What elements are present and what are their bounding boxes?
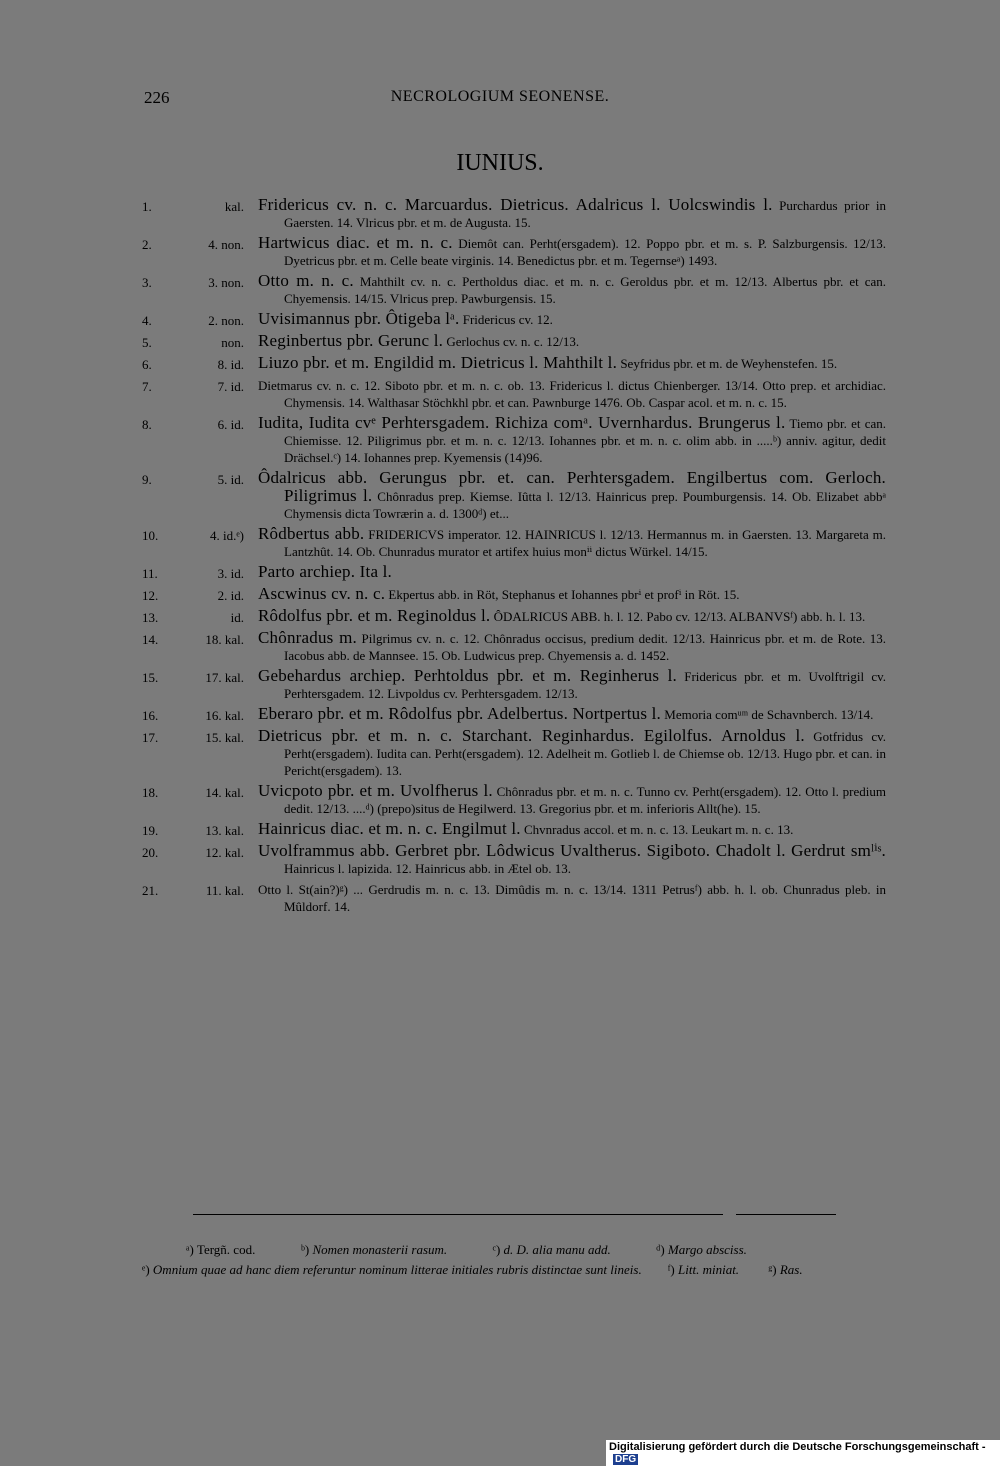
entry-text — [258, 525, 886, 560]
entry-later-additions: Pilgrimus cv. n. c. 12. Chônradus occisus, predium dedit. 12/13. Hainricus pbr. et m. de Rote. 13. Iacobus abb. de Mannsee. 15. Ob. Ludwicus prep. Chyemensis a. d. 1452. — [284, 631, 886, 663]
footnote: ᶠ) Litt. miniat. — [667, 1262, 740, 1277]
day-number: 6. — [142, 357, 152, 372]
necrology-entries — [142, 196, 886, 918]
roman-date: 17. kal. — [205, 670, 244, 685]
running-title: NECROLOGIUM SEONENSE. — [390, 88, 610, 105]
entry-text — [258, 234, 886, 269]
footnote-rule-right — [736, 1214, 836, 1215]
entry-later-additions: Fridericus pbr. et m. Uvolftrigil cv. Perhtersgadem. 12. Livpoldus cv. Perhtersgadem. 12/13. — [284, 669, 887, 701]
entry-later-additions: Seyfridus pbr. et m. de Weyhenstefen. 15. — [620, 356, 838, 371]
roman-date: 8. id. — [217, 357, 244, 372]
entry-later-additions: Otto l. St(ain?)ᵍ) ... Gerdrudis m. n. c. 13. Dimûdis m. n. c. 13/14. 1311 Petrusᶠ) abb. h. l. ob. Chunradus pleb. in Mûldorf. 14. — [258, 882, 886, 914]
footnote: ᵇ) Nomen monasterii rasum. — [300, 1242, 448, 1257]
roman-date: 6. id. — [217, 417, 244, 432]
entry-main-names: Uvisimannus pbr. Ôtigeba lᵃ. — [258, 309, 460, 328]
entry-row — [142, 196, 886, 231]
entry-later-additions: Dietmarus cv. n. c. 12. Siboto pbr. et m. n. c. ob. 13. Fridericus l. dictus Chienberger. 13/14. Otto prep. et archidiac. Chymensis. 14. Walthasar Stöchkhl pbr. et can. Pawnburge 1476. Ob. Caspar acol. et m. n. c. 15. — [258, 378, 886, 410]
entry-main-names: Rôdolfus pbr. et m. Reginoldus l. — [258, 606, 491, 625]
entry-main-names: Chônradus m. — [258, 628, 358, 647]
day-number: 4. — [142, 313, 152, 328]
digitization-credit: Digitalisierung gefördert durch die Deutsche Forschungsgemeinschaft -DFG — [606, 1440, 1000, 1466]
entry-text — [258, 880, 886, 915]
entry-text — [258, 354, 886, 372]
roman-date: 3. non. — [208, 275, 244, 290]
day-number: 19. — [142, 823, 159, 838]
entry-main-names: Otto m. n. c. — [258, 271, 354, 290]
entry-later-additions: Gotfridus cv. Perht(ersgadem). Iudita can. Perht(ersgadem). 12. Adelheit m. Gotlieb l. de Chiemse ob. 12/13. Hugo pbr. et can. in Pericht(ersgadem). 13. — [284, 729, 887, 778]
page-number: 226 — [144, 88, 170, 107]
roman-date: 16. kal. — [205, 708, 244, 723]
dfg-logo: DFG — [615, 1454, 637, 1465]
roman-date: 7. id. — [217, 379, 244, 394]
day-number: 16. — [142, 708, 159, 723]
entry-main-names: Ôdalricus abb. Gerungus pbr. et. can. Perhtersgadem. Engilbertus com. Gerloch. Piligrimus l. — [258, 468, 886, 505]
entry-row — [142, 782, 886, 817]
entry-text — [258, 585, 886, 603]
entry-row — [142, 272, 886, 307]
entry-text — [258, 310, 886, 328]
entry-later-additions: Mahthilt cv. n. c. Pertholdus diac. et m. n. c. Geroldus pbr. et m. 12/13. Albertus pbr. et can. Chyemensis. 14/15. Vlricus prep. Pawburgensis. 15. — [284, 274, 887, 306]
entry-text — [258, 667, 886, 702]
entry-row — [142, 607, 886, 626]
entry-later-additions: FRIDERICVS imperator. 12. HAINRICUS l. 12/13. Hermannus m. in Gaersten. 13. Margareta m. Lantzhût. 14. Ob. Chunradus murator et artifex huius monⁱⁱ dictus Würkel. 14/15. — [284, 527, 887, 559]
day-number: 15. — [142, 670, 159, 685]
day-number: 21. — [142, 883, 159, 898]
entry-later-additions: Gerlochus cv. n. c. 12/13. — [446, 334, 580, 349]
entry-row — [142, 667, 886, 702]
footnote: ᵉ) Omnium quae ad hanc diem referuntur nominum litterae initiales rubris distinctae sunt lineis. — [142, 1262, 642, 1277]
footnote: ᵍ) Ras. — [768, 1262, 803, 1277]
day-number: 17. — [142, 730, 159, 745]
entry-main-names: Uvicpoto pbr. et m. Uvolfherus l. — [258, 781, 493, 800]
entry-text — [258, 820, 886, 838]
entry-main-names: Hartwicus diac. et m. n. c. — [258, 233, 453, 252]
entry-row — [142, 234, 886, 269]
entry-row — [142, 705, 886, 724]
entry-main-names: Fridericus cv. n. c. Marcuardus. Dietricus. Adalricus l. Uolcswindis l. — [258, 195, 773, 214]
entry-later-additions: Hainricus l. lapizida. 12. Hainricus abb. in Ætel ob. 13. — [284, 861, 572, 876]
footnotes — [142, 1240, 886, 1280]
entry-row — [142, 880, 886, 915]
entry-text — [258, 607, 886, 625]
entry-later-additions: Chônradus prep. Kiemse. Iûtta l. 12/13. Hainricus prep. Poumburgensis. 14. Ob. Elizabet abbᵃ Chymensis dicta Towrærin a. d. 1300ᵈ) et... — [284, 489, 887, 521]
day-number: 9. — [142, 472, 152, 487]
roman-date: 5. id. — [217, 472, 244, 487]
entry-text — [258, 414, 886, 466]
day-number: 2. — [142, 237, 152, 252]
entry-later-additions: ÔDALRICUS ABB. h. l. 12. Pabo cv. 12/13. ALBANVSᶠ) abb. h. l. 13. — [493, 609, 866, 624]
roman-date: 12. kal. — [205, 845, 244, 860]
entry-main-names: Uvolframmus abb. Gerbret pbr. Lôdwicus Uvaltherus. Sigiboto. Chadolt l. Gerdrut smˡⁱˢ. — [258, 841, 886, 860]
entry-text — [258, 629, 886, 664]
roman-date: 13. kal. — [205, 823, 244, 838]
entry-text — [258, 727, 886, 779]
roman-date: id. — [230, 610, 244, 625]
day-number: 14. — [142, 632, 159, 647]
entry-row — [142, 842, 886, 877]
entry-main-names: Liuzo pbr. et m. Engildid m. Dietricus l. Mahthilt l. — [258, 353, 618, 372]
day-number: 20. — [142, 845, 159, 860]
day-number: 1. — [142, 199, 152, 214]
day-number: 7. — [142, 379, 152, 394]
footnote-rule — [193, 1214, 723, 1215]
entry-main-names: Dietricus pbr. et m. n. c. Starchant. Reginhardus. Egilolfus. Arnoldus l. — [258, 726, 805, 745]
entry-main-names: Gebehardus archiep. Perhtoldus pbr. et m. Reginherus l. — [258, 666, 677, 685]
entry-text — [258, 196, 886, 231]
footnote: ᶜ) d. D. alia manu add. — [492, 1242, 611, 1257]
day-number: 13. — [142, 610, 159, 625]
roman-date: 15. kal. — [205, 730, 244, 745]
entry-later-additions: Purchardus prior in Gaersten. 14. Vlricus pbr. et m. de Augusta. 15. — [284, 198, 886, 230]
entry-row — [142, 376, 886, 411]
entry-main-names: Reginbertus pbr. Gerunc l. — [258, 331, 444, 350]
entry-text — [258, 782, 886, 817]
entry-row — [142, 727, 886, 779]
roman-date: 2. id. — [217, 588, 244, 603]
roman-date: 3. id. — [217, 566, 244, 581]
entry-row — [142, 469, 886, 522]
entry-text — [258, 563, 886, 581]
day-number: 5. — [142, 335, 152, 350]
entry-row — [142, 332, 886, 351]
entry-row — [142, 820, 886, 839]
entry-main-names: Iudita, Iudita cvᵉ Perhtersgadem. Richiza comᵃ. Uvernhardus. Brungerus l. — [258, 413, 786, 432]
entry-row — [142, 563, 886, 582]
entry-main-names: Rôdbertus abb. — [258, 524, 365, 543]
roman-date: non. — [221, 335, 244, 350]
roman-date: 11. kal. — [205, 883, 244, 898]
roman-date: kal. — [224, 199, 244, 214]
entry-main-names: Parto archiep. Ita l. — [258, 562, 393, 581]
entry-text — [258, 705, 886, 723]
page-header — [0, 88, 1000, 114]
day-number: 8. — [142, 417, 152, 432]
footnote: ᵃ) Tergñ. cod. — [186, 1242, 256, 1257]
entry-main-names: Ascwinus cv. n. c. — [258, 584, 386, 603]
entry-row — [142, 310, 886, 329]
entry-row — [142, 629, 886, 664]
day-number: 3. — [142, 275, 152, 290]
entry-later-additions: Chônradus pbr. et m. n. c. Tunno cv. Perht(ersgadem). 12. Otto l. predium dedit. 12/13. ....ᵈ) (prepo)situs de Hegilwerd. 13. Gregorius pbr. et m. inferioris Allt(he). 15. — [284, 784, 887, 816]
entry-main-names: Eberaro pbr. et m. Rôdolfus pbr. Adelbertus. Nortpertus l. — [258, 704, 662, 723]
roman-date: 18. kal. — [205, 632, 244, 647]
entry-later-additions: Memoria comᵘᵐ de Schavnberch. 13/14. — [664, 707, 874, 722]
footnote: ᵈ) Margo absciss. — [656, 1242, 747, 1257]
entry-text — [258, 272, 886, 307]
day-number: 10. — [142, 528, 159, 543]
entry-text — [258, 376, 886, 411]
entry-row — [142, 585, 886, 604]
entry-row — [142, 525, 886, 560]
roman-date: 2. non. — [208, 313, 244, 328]
entry-text — [258, 469, 886, 522]
month-title: IUNIUS. — [456, 150, 544, 176]
entry-row — [142, 354, 886, 373]
entry-later-additions: Chvnradus accol. et m. n. c. 13. Leukart m. n. c. 13. — [524, 822, 794, 837]
roman-date: 4. id.ᵉ) — [209, 528, 244, 543]
entry-later-additions: Fridericus cv. 12. — [462, 312, 553, 327]
entry-later-additions: Diemôt can. Perht(ersgadem). 12. Poppo pbr. et m. s. P. Salzburgensis. 12/13. Dyetricus pbr. et m. Celle beate virginis. 14. Benedictus pbr. et m. Tegernseᵃ) 1493. — [284, 236, 887, 268]
roman-date: 14. kal. — [205, 785, 244, 800]
entry-later-additions: Ekpertus abb. in Röt, Stephanus et Iohannes pbrⁱ et profⁱ in Röt. 15. — [388, 587, 740, 602]
entry-text — [258, 842, 886, 877]
entry-main-names: Hainricus diac. et m. n. c. Engilmut l. — [258, 819, 521, 838]
entry-later-additions: Tiemo pbr. et can. Chiemisse. 12. Piligrimus pbr. et m. n. c. 12/13. Iohannes pbr. et m. n. c. olim abb. in .....ᵇ) anniv. agitur, dedit Drächsel.ᶜ) 14. Iohannes prep. Kyemensis (14)96. — [284, 416, 886, 465]
day-number: 18. — [142, 785, 159, 800]
entry-row — [142, 414, 886, 466]
entry-text — [258, 332, 886, 350]
roman-date: 4. non. — [208, 237, 244, 252]
day-number: 12. — [142, 588, 159, 603]
day-number: 11. — [142, 566, 158, 581]
